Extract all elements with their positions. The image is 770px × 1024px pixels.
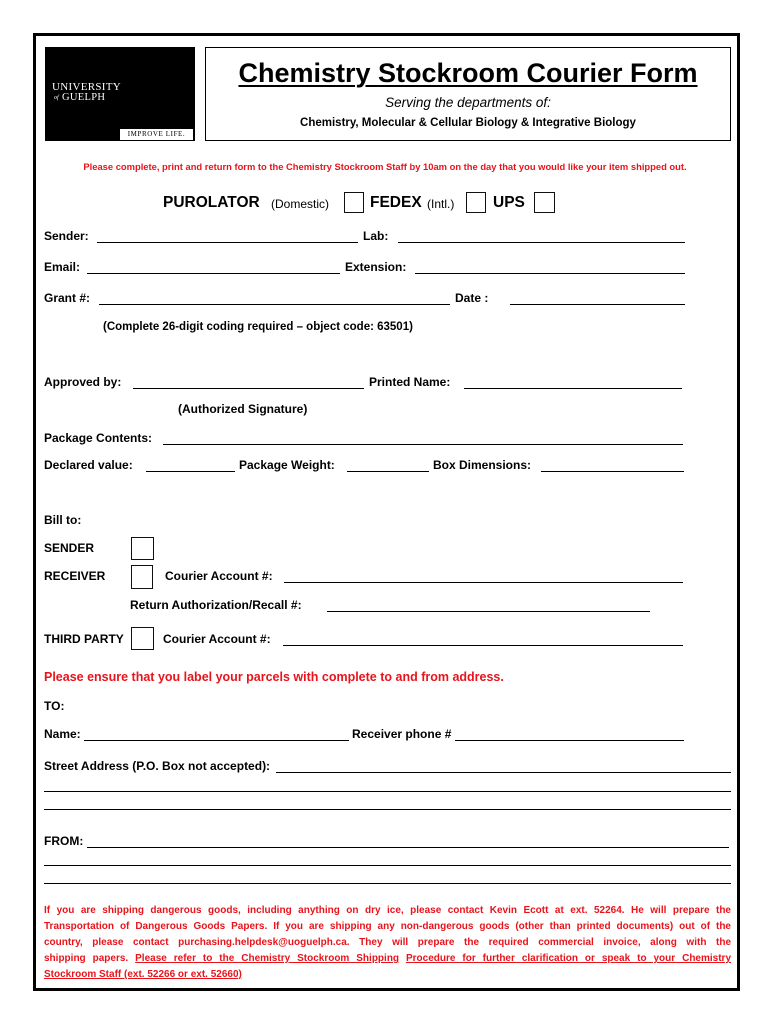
- receiver-courier-account-label: Courier Account #:: [165, 569, 273, 583]
- email-label: Email:: [44, 260, 81, 274]
- lab-label: Lab:: [363, 229, 389, 243]
- to-name-label: Name:: [44, 727, 81, 741]
- package-contents-field[interactable]: [163, 431, 683, 445]
- sender-label: Sender:: [44, 229, 89, 243]
- dangerous-goods-notice-line-4: [44, 951, 731, 967]
- stockroom-contact-link[interactable]: Procedure for further clarification or speak to your Chemistry: [405, 953, 732, 964]
- receiver-courier-account-field[interactable]: [284, 569, 683, 583]
- bill-to-sender-label: SENDER: [44, 541, 95, 555]
- fedex-checkbox[interactable]: [466, 192, 486, 213]
- logo-wordmark-of: of: [54, 95, 59, 101]
- fedex-label: FEDEX: [370, 194, 422, 211]
- printed-name-field[interactable]: [464, 375, 682, 389]
- ups-checkbox[interactable]: [534, 192, 555, 213]
- bill-to-third-party-label: THIRD PARTY: [44, 632, 124, 646]
- extension-field[interactable]: [415, 260, 685, 274]
- street-address-field[interactable]: [276, 759, 731, 773]
- form-title: Chemistry Stockroom Courier Form: [238, 58, 698, 88]
- bill-to-receiver-checkbox[interactable]: [131, 565, 153, 589]
- purolator-note: (Domestic): [271, 197, 330, 211]
- date-label: Date :: [455, 291, 489, 305]
- package-contents-label: Package Contents:: [44, 431, 153, 445]
- dangerous-goods-notice-line-1: If you are shipping dangerous goods, including anything on dry ice, please contact Kevin Ecott at ext. 52264. He will prepare the: [44, 905, 731, 916]
- street-address-line-3[interactable]: [44, 809, 731, 810]
- declared-value-label: Declared value:: [44, 458, 133, 472]
- form-subtitle: Serving the departments of:: [385, 95, 551, 110]
- logo-wordmark-university: UNIVERSITY: [52, 81, 121, 93]
- date-field[interactable]: [510, 291, 685, 305]
- from-address-line-2[interactable]: [44, 865, 731, 866]
- purolator-label: PUROLATOR: [163, 194, 260, 211]
- return-authorization-label: Return Authorization/Recall #:: [130, 598, 302, 612]
- from-address-field[interactable]: [87, 834, 729, 848]
- return-authorization-field[interactable]: [327, 598, 650, 612]
- extension-label: Extension:: [345, 260, 407, 274]
- box-dimensions-label: Box Dimensions:: [433, 458, 532, 472]
- declared-value-field[interactable]: [146, 458, 235, 472]
- receiver-phone-label: Receiver phone #: [352, 727, 452, 741]
- bill-to-third-party-checkbox[interactable]: [131, 627, 154, 650]
- street-address-line-2[interactable]: [44, 791, 731, 792]
- printed-name-label: Printed Name:: [369, 375, 451, 389]
- box-dimensions-field[interactable]: [541, 458, 684, 472]
- sender-field[interactable]: [97, 229, 358, 243]
- street-address-label: Street Address (P.O. Box not accepted):: [44, 759, 271, 773]
- bill-to-sender-checkbox[interactable]: [131, 537, 154, 560]
- email-field[interactable]: [87, 260, 340, 274]
- dangerous-goods-notice-line-2: Transportation of Dangerous Goods Papers. If you are shipping any non-dangerous goods (other than printed documents) out of the: [44, 921, 731, 932]
- grant-label: Grant #:: [44, 291, 91, 305]
- address-label-warning: Please ensure that you label your parcels with complete to and from address.: [44, 670, 504, 684]
- university-logo: [45, 47, 195, 141]
- package-weight-label: Package Weight:: [239, 458, 335, 472]
- notice-line-4-prefix: shipping papers.: [44, 953, 129, 964]
- from-address-line-3[interactable]: [44, 883, 731, 884]
- bill-to-receiver-label: RECEIVER: [44, 569, 106, 583]
- receiver-phone-field[interactable]: [455, 727, 684, 741]
- departments-list: Chemistry, Molecular & Cellular Biology & Integrative Biology: [300, 117, 636, 129]
- authorized-signature-note: (Authorized Signature): [178, 402, 308, 416]
- stockroom-contact-link-continued[interactable]: Stockroom Staff (ext. 52266 or ext. 52660): [44, 969, 242, 980]
- third-party-courier-account-label: Courier Account #:: [163, 632, 271, 646]
- third-party-courier-account-field[interactable]: [283, 632, 683, 646]
- dangerous-goods-notice-line-3: country, please contact purchasing.helpdesk@uoguelph.ca. They will prepare the required commercial invoice, along with the: [44, 937, 731, 948]
- from-label: FROM:: [44, 834, 84, 848]
- grant-coding-note: (Complete 26-digit coding required – object code: 63501): [103, 321, 413, 333]
- form-header: [205, 47, 731, 141]
- logo-tagline: IMPROVE LIFE.: [120, 129, 193, 140]
- ups-label: UPS: [493, 194, 525, 211]
- approved-by-signature-field[interactable]: [133, 375, 364, 389]
- submission-instruction: Please complete, print and return form to the Chemistry Stockroom Staff by 10am on the day that you would like your item shipped out.: [83, 161, 687, 172]
- dangerous-goods-notice-line-5: [44, 967, 731, 983]
- logo-wordmark-guelph: GUELPH: [62, 92, 106, 103]
- fedex-note: (Intl.): [427, 197, 455, 211]
- purolator-checkbox[interactable]: [344, 192, 364, 213]
- approved-by-label: Approved by:: [44, 375, 122, 389]
- to-name-field[interactable]: [84, 727, 349, 741]
- to-heading: TO:: [44, 699, 65, 713]
- bill-to-heading: Bill to:: [44, 513, 82, 527]
- lab-field[interactable]: [398, 229, 685, 243]
- shipping-procedure-link[interactable]: Please refer to the Chemistry Stockroom Shipping: [135, 953, 400, 964]
- grant-field[interactable]: [99, 291, 450, 305]
- package-weight-field[interactable]: [347, 458, 429, 472]
